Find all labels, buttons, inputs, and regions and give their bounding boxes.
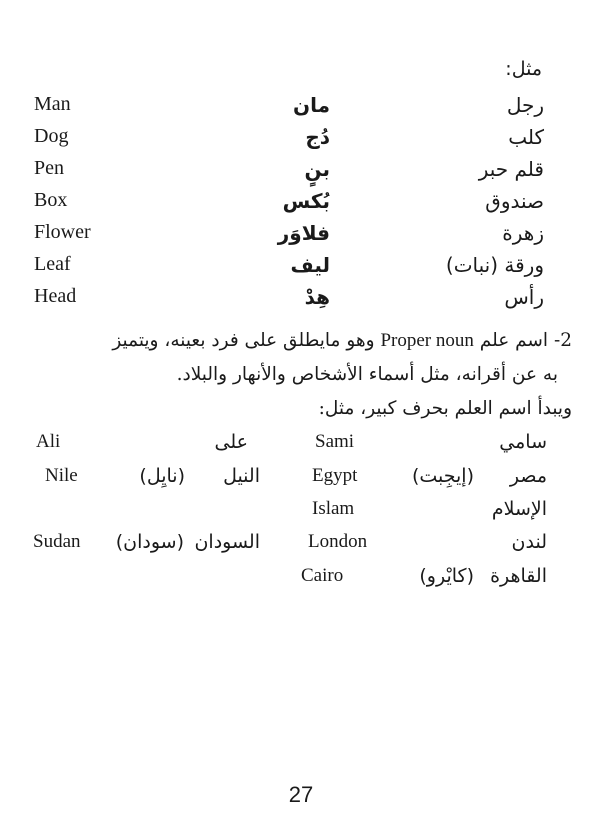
- vocab-arabic: كلب: [508, 125, 544, 149]
- vocab-arabic: رأس: [504, 285, 544, 309]
- vocab-arabic: زهرة: [502, 221, 544, 245]
- paragraph-line-2: به عن أقرانه، مثل أسماء الأشخاص والأنهار والبلاد.: [176, 364, 558, 385]
- vocab-pronunciation: فلاوَر: [277, 221, 330, 245]
- example-english: Ali: [36, 431, 61, 452]
- example-english: Cairo: [301, 565, 344, 586]
- example-english: London: [308, 531, 368, 552]
- page-number: 27: [288, 782, 314, 807]
- vocab-row: [0, 253, 602, 285]
- example-heading: مثل:: [505, 58, 542, 80]
- vocab-english: Flower: [34, 221, 91, 243]
- vocab-pronunciation: هِدْ: [304, 285, 330, 309]
- example-arabic: سامي: [499, 431, 547, 453]
- example-arabic: على: [214, 431, 248, 453]
- vocab-arabic: ورقة (نبات): [445, 253, 544, 277]
- example-english: Nile: [45, 465, 78, 486]
- example-pronunciation: (سودان): [115, 531, 184, 553]
- example-arabic: مصر: [509, 465, 547, 487]
- example-arabic: النيل: [223, 465, 260, 487]
- example-pronunciation: (إيجِبت): [411, 465, 474, 487]
- vocab-english: Dog: [34, 125, 69, 147]
- vocab-pronunciation: ليف: [290, 253, 330, 277]
- vocab-row: [0, 157, 602, 189]
- vocab-arabic: قلم حبر: [478, 157, 544, 181]
- vocab-pronunciation: بنٍ: [304, 157, 330, 181]
- line1-after: وهو مايطلق على فرد بعينه، ويتميز: [112, 330, 375, 351]
- vocab-row: [0, 221, 602, 253]
- example-pronunciation: (نايِل): [139, 465, 185, 487]
- example-english: Egypt: [312, 465, 358, 486]
- line1-before: 2- اسم علم: [479, 330, 572, 351]
- vocab-pronunciation: مان: [293, 93, 330, 117]
- vocab-english: Man: [34, 93, 71, 115]
- example-english: Sami: [315, 431, 355, 452]
- proper-noun-paragraph: [27, 324, 572, 426]
- vocab-english: Leaf: [34, 253, 71, 275]
- vocab-row: [0, 93, 602, 125]
- vocab-pronunciation: دُج: [305, 125, 330, 149]
- example-arabic: السودان: [194, 531, 260, 553]
- vocab-row: [0, 285, 602, 317]
- vocab-row: [0, 125, 602, 157]
- example-english: Sudan: [33, 531, 81, 552]
- vocab-pronunciation: بُكس: [282, 189, 330, 213]
- vocab-row: [0, 189, 602, 221]
- vocab-english: Pen: [34, 157, 64, 179]
- example-english: Islam: [312, 498, 355, 519]
- example-arabic: الإسلام: [491, 498, 547, 520]
- proper-noun-term: Proper noun: [380, 330, 474, 351]
- example-arabic: القاهرة: [490, 565, 547, 587]
- vocab-arabic: صندوق: [485, 189, 544, 213]
- example-arabic: لندن: [511, 531, 547, 553]
- vocab-arabic: رجل: [506, 93, 544, 117]
- paragraph-line-3: ويبدأ اسم العلم بحرف كبير، مثل:: [318, 398, 572, 419]
- vocab-english: Head: [34, 285, 77, 307]
- example-pronunciation: (كايْرو): [419, 565, 474, 587]
- vocab-english: Box: [34, 189, 68, 211]
- paragraph-line-1: [27, 324, 572, 358]
